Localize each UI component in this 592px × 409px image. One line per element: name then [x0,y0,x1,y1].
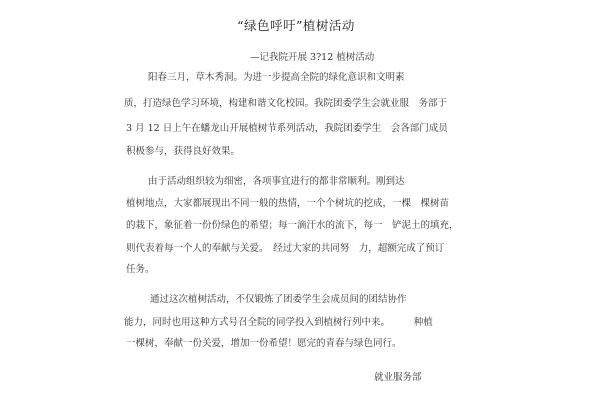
paragraph-1-line-2: 质，打造绿色学习环境，构建和谐文化校园。我院团委学生会就业服 务部于 [124,98,448,109]
document-title: “绿色呼吁”植树活动 [237,18,355,33]
paragraph-1-line-3: 3 月 12 日上午在蟠龙山开展植树节系列活动，我院团委学生 会各部门成员 [126,123,448,134]
paragraph-2-line-1: 由于活动组织较为细密，各项事宜进行的都非常顺利。刚到达 [148,176,405,187]
paragraph-2-line-3: 的栽下，象征着一份份绿色的希望；每一滴汗水的流下，每一 铲泥土的填充， [126,220,459,231]
paragraph-3-line-3: 一棵树，奉献一份关爱，增加一份希望！愿完的青春与绿色同行。 [126,338,402,349]
paragraph-1-line-4: 积极参与，获得良好效果。 [126,146,241,157]
paragraph-3-line-1: 通过这次植树活动，不仅锻炼了团委学生会成员间的团结协作 [150,294,407,305]
paragraph-3-line-2: 能力，同时也用这种方式号召全院的同学投入到植树行列中来。 种植 [124,317,433,328]
paragraph-2-line-5: 任务。 [126,264,155,275]
signature: 就业服务部 [374,372,422,383]
document-subtitle: —记我院开展 3?12 植树活动 [250,52,375,63]
paragraph-2-line-4: 则代表着每一个人的奉献与关爱。 经过大家的共同努 力，超额完成了预订 [126,243,445,254]
paragraph-1-line-1: 阳春三月，草木秀洞。为进一步提高全院的绿化意识和文明素 [148,72,405,83]
paragraph-2-line-2: 植树地点，大家都展现出不同一般的热情，一个个树坑的挖成，一棵 棵树苗 [126,198,450,209]
